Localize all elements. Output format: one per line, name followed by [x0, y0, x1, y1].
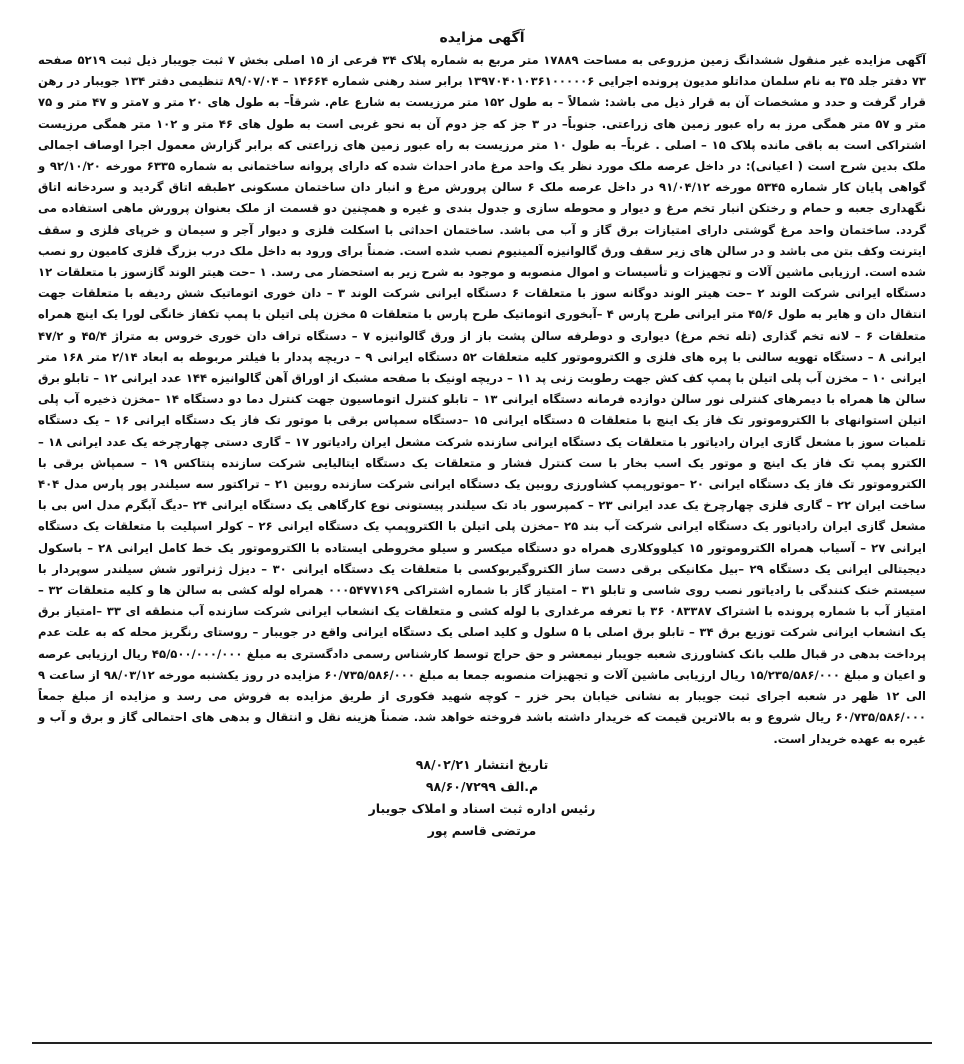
bottom-divider — [32, 1042, 932, 1044]
auction-notice — [12, 20, 952, 1044]
signer-name: مرتضی قاسم پور — [427, 822, 537, 838]
notice-footer — [38, 754, 926, 842]
notice-title: آگهی مزایده — [439, 30, 525, 46]
notice-body: آگهی مزایده غیر منقول ششدانگ زمین مزروعی به مساحت ۱۷۸۸۹ متر مربع به شماره پلاک ۳۴ فرعی از ۱۵ اصلی بخش ۷ ثبت جویبار ذیل ثبت ۵۲۱۹ صفحه ۷۳ دفتر جلد ۳۵ به نام سلمان مداتلو مدیون پرونده اجرایی ۱۳۹۷۰۴۰۱۰۳۶۱۰۰۰۰۰۶ برابر سند رهنی شماره ۱۴۶۶۴ – ۸۹/۰۷/۰۴ تنظیمی دفتر ۱۳۴ جویبار در رهن قرار گرفت و حدد و مشخصات آن به قرار ذیل می باشد: شمالاً – به طول ۱۵۲ متر مرزیست به شارع عام. شرقاً– به طول های ۲۰ متر و ۷متر و ۴۷ متر و ۷۵ متر و ۵۷ متر همگی مرز به راه عبور زمین های زراعتی. جنوباً– در ۳ جز که جز دوم آن به نحو غربی است به طول های ۴۶ متر و ۱۰۲ متر همگی مرزیست اشتراکی است به باقی مانده پلاک ۱۵ – اصلی . غرباً– به طول ۱۰ متر مرزیست به راه عبور زمین های زراعتی که برابر گزارش معمول اجرا اوصاف اجمالی ملک بدین شرح است ( اعیانی): در داخل عرصه ملک مورد نظر یک واحد مرغ مادر احداث شده که دارای پروانه ساختمانی به شماره ۶۳۳۵ مورخه ۹۲/۱۰/۲۰ و گواهی پایان کار شماره ۵۳۴۵ مورخه ۹۱/۰۴/۱۲ در داخل عرصه ملک ۶ سالن پرورش مرغ و انبار دان ساختمان مسکونی ۲طبقه اتاق گردید و سردخانه اتاق نگهداری جعبه و حمام و رختکن انبار تخم مرغ و دیوار و محوطه سازی و جدول بندی و غیره و همچنین دو قسمت از ملک بعنوان پرورش ماهی استفاده می گردد. ساختمان واحد مرغ گوشتی دارای امتیازات برق گاز و آب می باشد. ساختمان احداثی با اسکلت فلزی و دیوار آجر و سیمان و خرپای فلزی و سقف ایترنت وکف بتن می باشد و در سالن های زیر سقف ورق گالوانیزه آلمینیوم نصب شده است. ضمناً برای ورود به داخل ملک درب بزرگ فلزی کامیون رو نصب شده است. ارزیابی ماشین آلات و تجهیزات و تأسیسات و اموال منصوبه و موجود به شرح زیر به استحضار می رسد. ۱ –حت هیتر الوند گازسوز با متعلقات ۱۲ دستگاه ایرانی شرکت الوند ۲ –حت هیتر الوند دوگانه سوز با متعلقات ۶ دستگاه ایرانی شرکت الوند ۳ – دان خوری اتوماتیک شش ردیفه با متعلقات جهت انتقال دان و هایر به طول ۴۵/۶ متر ایرانی طرح پارس ۴ –آبخوری اتوماتیک طرح پارس با متعلقات ۵ مخزن پلی اتیلن با پمپ تکفاز خانگی لورا یک اینچ همراه متعلقات ۶ – لانه تخم گذاری (تله تخم مرغ) دیواری و دوطرفه سالن پشت باز از ورق گالوانیزه ۷ – دستگاه تراف دان خوری خروس به متراژ ۴۵/۴ و ۴۷/۲ ایرانی ۸ – دستگاه تهویه سالنی با پره های فلزی و الکتروموتور کلیه متعلقات ۵۲ دستگاه ایرانی ۹ – دریچه پددار با فیلتر مربوطه به ابعاد ۲/۱۴ متر ۱۶۸ متر ایرانی ۱۰ – مخزن آب پلی اتیلن با پمپ کف کش جهت رطوبت زنی پد ۱۱ – دریچه اونیک با صفحه مشبک از اوراق آهن گالوانیزه ۱۴۴ عدد ایرانی ۱۲ – تابلو برق سالن ها همراه با دیمرهای کنترلی نور سالن دوازده فرمانه دستگاه ایرانی ۱۳ – تابلو کنترل اتوماسیون جهت کنترل دما دو دستگاه ۱۴ –مخزن ذخیره آب پلی اتیلن استوانهای با الکتروموتور تک فاز یک اینچ با متعلقات ۵ دستگاه ایرانی ۱۵ –دستگاه سمپاس برقی با موتور تک فاز یک دستگاه ایرانی ۱۶ – یک دستگاه تلمبات سوز با مشعل گازی ایران رادیاتور با متعلقات یک دستگاه ایرانی سازنده شرکت مشعل ایران رادیاتور ۱۷ – گاری دستی چهارچرخه یک عدد ایرانی ۱۸ –الکترو پمپ تک فاز یک اینچ و موتور یک اسب بخار با ست کنترل فشار و متعلقات یک دستگاه ایتالیایی شرکت سازنده پنتاکس ۱۹ – سمپاش برقی با الکتروموتور تک فاز یک دستگاه ایرانی ۲۰ –موتورپمپ کشاورزی روبین یک دستگاه ایرانی شرکت سازنده روبین ۲۱ – تراکتور سه سیلندر پور پارس مدل ۴۰۴ ساخت ایران ۲۲ – گاری فلزی چهارچرخ یک عدد ایرانی ۲۳ – کمپرسور باد تک سیلندر پیستونی نوع کارگاهی یک دستگاه ایرانی ۲۴ –دیگ آبگرم مدل اس بی با مشعل گازی ایران رادیاتور یک دستگاه ایرانی شرکت آب بند ۲۵ –مخزن پلی اتیلن با الکتروپمپ یک دستگاه ایرانی ۲۶ – کولر اسپلیت با متعلقات یک دستگاه ایرانی ۲۷ – آسیاب همراه الکتروموتور ۱۵ کیلووکلاری همراه دو دستگاه میکسر و سیلو مخروطی ایستاده با الکتروموتور یک خط کامل ایرانی ۲۸ – باسکول دیجیتالی ایرانی یک دستگاه ۲۹ –بیل مکانیکی برقی دست ساز الکتروگیربوکسی با متعلقات یک دستگاه ایرانی ۳۰ – دیزل ژنراتور شش سیلندر سوپردار با سیستم خنک کنندگی با رادیاتور نصب روی شاسی و تابلو ۳۱ – امتیاز گاز با شماره اشتراکی ۰۰۰۵۴۷۷۱۶۹ همراه لوله کشی به سالن ها و کلیه متعلقات ۳۲ – امتیاز آب با شماره پرونده با اشتراک ۰۸۳۳۸۷ ۳۶ با تعرفه مرغداری با لوله کشی و متعلقات یک انشعاب ایرانی شرکت سازنده آب منطقه ای ۳۳ –امتیاز برق یک انشعاب ایرانی شرکت توزیع برق ۳۴ – تابلو برق اصلی با ۵ سلول و کلید اصلی یک دستگاه ایرانی واقع در جویبار – روستای رنگریز محله که به علت عدم پرداخت بدهی در قبال طلب بانک کشاورزی شعبه جویبار نیمعشر و حق حراج توسط کارشناس رسمی دادگستری به مبلغ ۴۵/۵۰۰/۰۰۰/۰۰۰ ریال ارزیابی عرصه و اعیان و مبلغ ۱۵/۲۳۵/۵۸۶/۰۰۰ ریال ارزیابی ماشین آلات و تجهیزات منصوبه جمعا به مبلغ ۶۰/۷۳۵/۵۸۶/۰۰۰ مزایده در روز یکشنبه مورخه ۹۸/۰۳/۱۲ از ساعت ۹ الی ۱۲ ظهر در شعبه اجرای ثبت جویبار به نشانی خیابان بحر خزر – کوچه شهید فکوری از طریق مزایده به فروش می رسد و مزایده از مبلغ جمعاً ۶۰/۷۳۵/۵۸۶/۰۰۰ ریال شروع و به بالاترین قیمت که خریدار داشته باشد فروخته خواهد شد. ضمناً هزینه نقل و انتقال و بدهی های احتمالی گاز و برق و آب و غیره به عهده خریدار است. — [38, 53, 927, 746]
publish-date: تاریخ انتشار ۹۸/۰۲/۲۱ — [415, 756, 549, 772]
signer-title: رئیس اداره ثبت اسناد و املاک جویبار — [368, 800, 596, 816]
reference-number: م.الف ۹۸/۶۰/۷۲۹۹ — [425, 778, 539, 794]
